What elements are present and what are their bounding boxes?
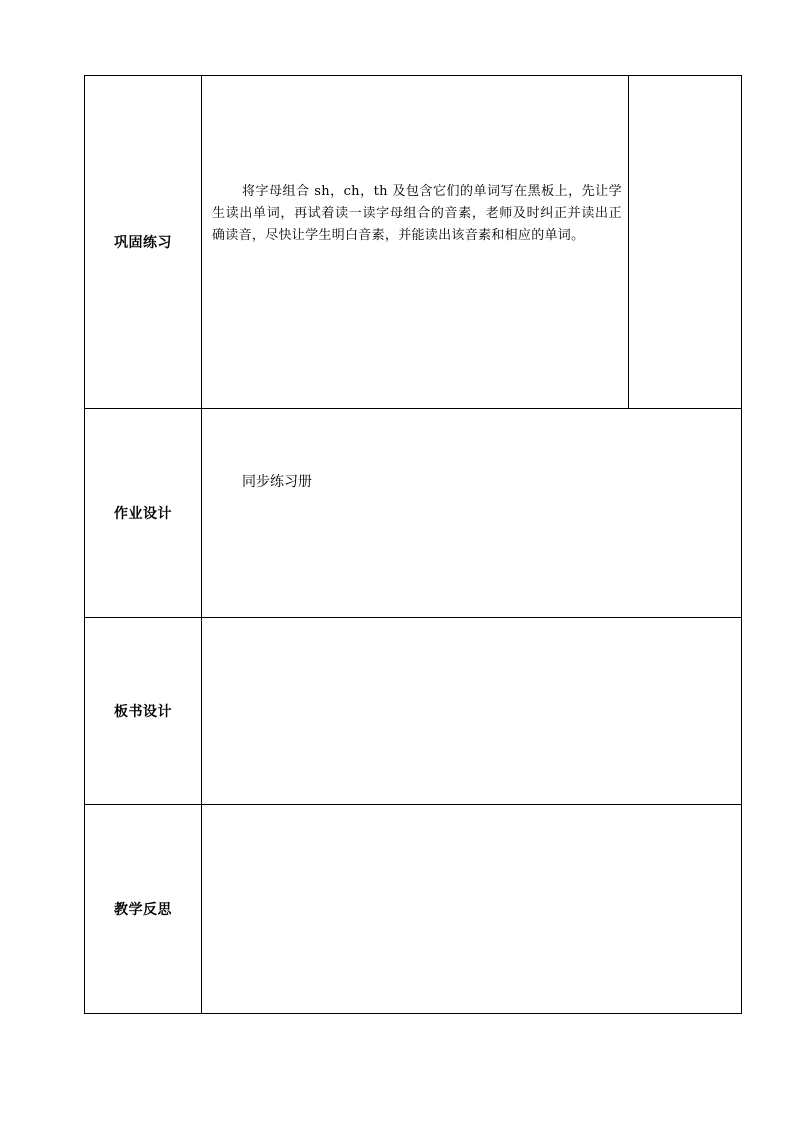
lesson-plan-table (84, 75, 742, 1014)
content-reflection (202, 805, 742, 1014)
practice-text: 将字母组合 sh，ch，th 及包含它们的单词写在黑板上，先让学生读出单词，再试着读一读字母组合的音素，老师及时纠正并读出正确读音，尽快让学生明白音素，并能读出该音素和相应的单词。 (212, 184, 622, 243)
label-homework: 作业设计 (85, 409, 202, 618)
homework-text: 同步练习册 (242, 474, 312, 490)
row-practice (85, 76, 742, 409)
content-homework (202, 409, 742, 618)
row-homework (85, 409, 742, 618)
practice-side-cell (629, 76, 742, 409)
label-practice: 巩固练习 (85, 76, 202, 409)
label-board: 板书设计 (85, 618, 202, 805)
label-reflection: 教学反思 (85, 805, 202, 1014)
row-reflection (85, 805, 742, 1014)
content-board (202, 618, 742, 805)
row-board (85, 618, 742, 805)
content-practice (202, 76, 629, 409)
